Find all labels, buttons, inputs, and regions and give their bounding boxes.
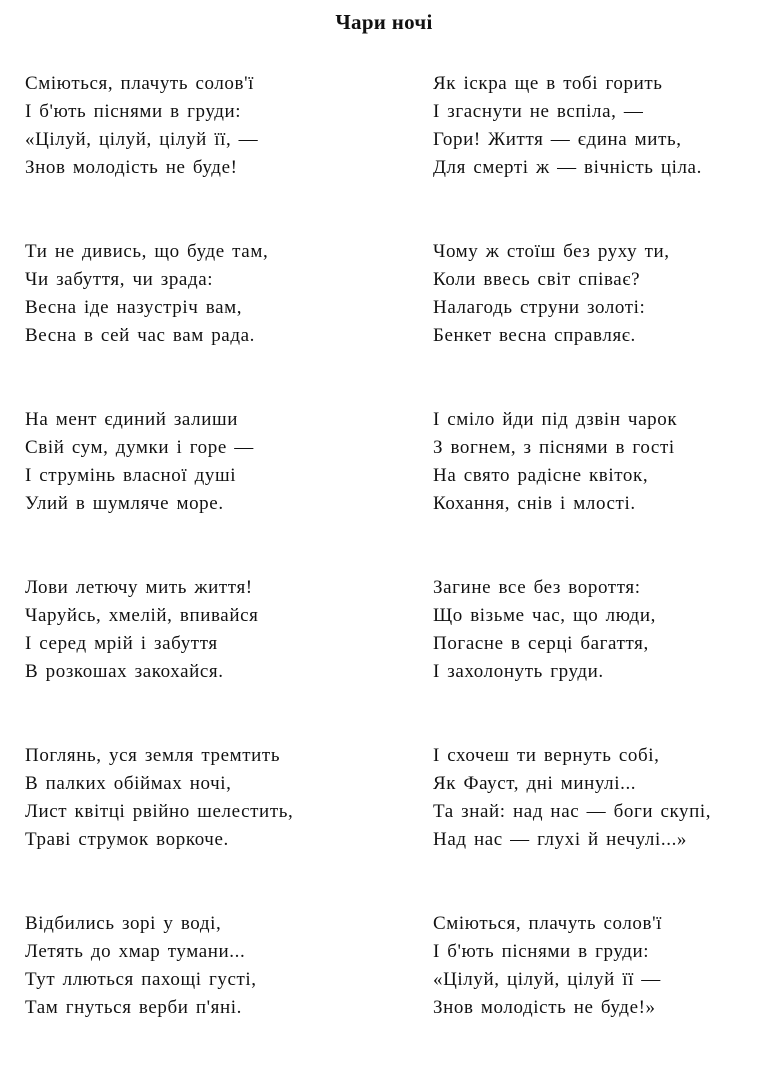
- poem-line: Загине все без вороття:: [433, 577, 641, 598]
- poem-line: Весна іде назустріч вам,: [25, 297, 243, 318]
- stanza: [433, 574, 711, 686]
- poem-line: І сміло йди під дзвін чарок: [433, 409, 678, 430]
- poem-line: Та знай: над нас — боги скупі,: [433, 801, 712, 822]
- poem-line: Сміються, плачуть солов'ї: [433, 913, 662, 934]
- poem-line: Там гнуться верби п'яні.: [25, 997, 242, 1018]
- poem-column-left: [25, 70, 293, 1078]
- poem-line: Налагодь струни золоті:: [433, 297, 646, 318]
- poem-line: Сміються, плачуть солов'ї: [25, 73, 254, 94]
- poem-line: І серед мрій і забуття: [25, 633, 218, 654]
- poem-line: Чому ж стоїш без руху ти,: [433, 241, 670, 262]
- poem-line: Лист квітці рвійно шелестить,: [25, 801, 294, 822]
- stanza: [433, 910, 711, 1022]
- stanza: [433, 70, 711, 182]
- poem-line: І схочеш ти вернуть собі,: [433, 745, 660, 766]
- poem-line: На мент єдиний залиши: [25, 409, 238, 430]
- poem-title: Чари ночі: [335, 10, 433, 34]
- poem-line: В палких обіймах ночі,: [25, 773, 232, 794]
- stanza: [25, 910, 293, 1022]
- poem-line: Що візьме час, що люди,: [433, 605, 656, 626]
- poem-line: Лови летючу мить життя!: [25, 577, 253, 598]
- poem-line: Як іскра ще в тобі горить: [433, 73, 663, 94]
- poem-line: На свято радісне квіток,: [433, 465, 649, 486]
- poem-line: Траві струмок воркоче.: [25, 829, 229, 850]
- poem-line: В розкошах закохайся.: [25, 661, 224, 682]
- poem-line: Знов молодість не буде!: [25, 157, 238, 178]
- poem-line: Свій сум, думки і горе —: [25, 437, 254, 458]
- stanza: [433, 238, 711, 350]
- stanza: [25, 238, 293, 350]
- stanza: [433, 742, 711, 854]
- poem-line: Відбились зорі у воді,: [25, 913, 222, 934]
- poem-line: Бенкет весна справляє.: [433, 325, 636, 346]
- poem-line: «Цілуй, цілуй, цілуй її, —: [25, 129, 259, 150]
- poem-line: Чаруйсь, хмелій, впивайся: [25, 605, 259, 626]
- poem-line: Весна в сей час вам рада.: [25, 325, 255, 346]
- poem-line: Як Фауст, дні минулі...: [433, 773, 637, 794]
- poem-line: Кохання, снів і млості.: [433, 493, 636, 514]
- poem-line: Над нас — глухі й нечулі...»: [433, 829, 688, 850]
- stanza: [25, 742, 293, 854]
- poem-line: Поглянь, уся земля тремтить: [25, 745, 281, 766]
- poem-line: З вогнем, з піснями в гості: [433, 437, 675, 458]
- poem-line: І б'ють піснями в груди:: [25, 101, 242, 122]
- poem-line: І струмінь власної душі: [25, 465, 237, 486]
- poem-line: І захолонуть груди.: [433, 661, 604, 682]
- poem-line: Погасне в серці багаття,: [433, 633, 649, 654]
- poem-line: Летять до хмар тумани...: [25, 941, 246, 962]
- poem-line: Улий в шумляче море.: [25, 493, 224, 514]
- poem-line: Знов молодість не буде!»: [433, 997, 656, 1018]
- poem-line: Коли ввесь світ співає?: [433, 269, 641, 290]
- stanza: [25, 70, 293, 182]
- poem-line: І згаснути не вспіла, —: [433, 101, 644, 122]
- poem-line: І б'ють піснями в груди:: [433, 941, 650, 962]
- poem-line: Тут ллються пахощі густі,: [25, 969, 257, 990]
- stanza: [25, 406, 293, 518]
- poem-line: Ти не дивись, що буде там,: [25, 241, 269, 262]
- poem-column-right: [433, 70, 711, 1078]
- poem-line: Гори! Життя — єдина мить,: [433, 129, 682, 150]
- poem-line: Чи забуття, чи зрада:: [25, 269, 214, 290]
- stanza: [433, 406, 711, 518]
- poem-line: «Цілуй, цілуй, цілуй її —: [433, 969, 661, 990]
- stanza: [25, 574, 293, 686]
- poem-line: Для смерті ж — вічність ціла.: [433, 157, 702, 178]
